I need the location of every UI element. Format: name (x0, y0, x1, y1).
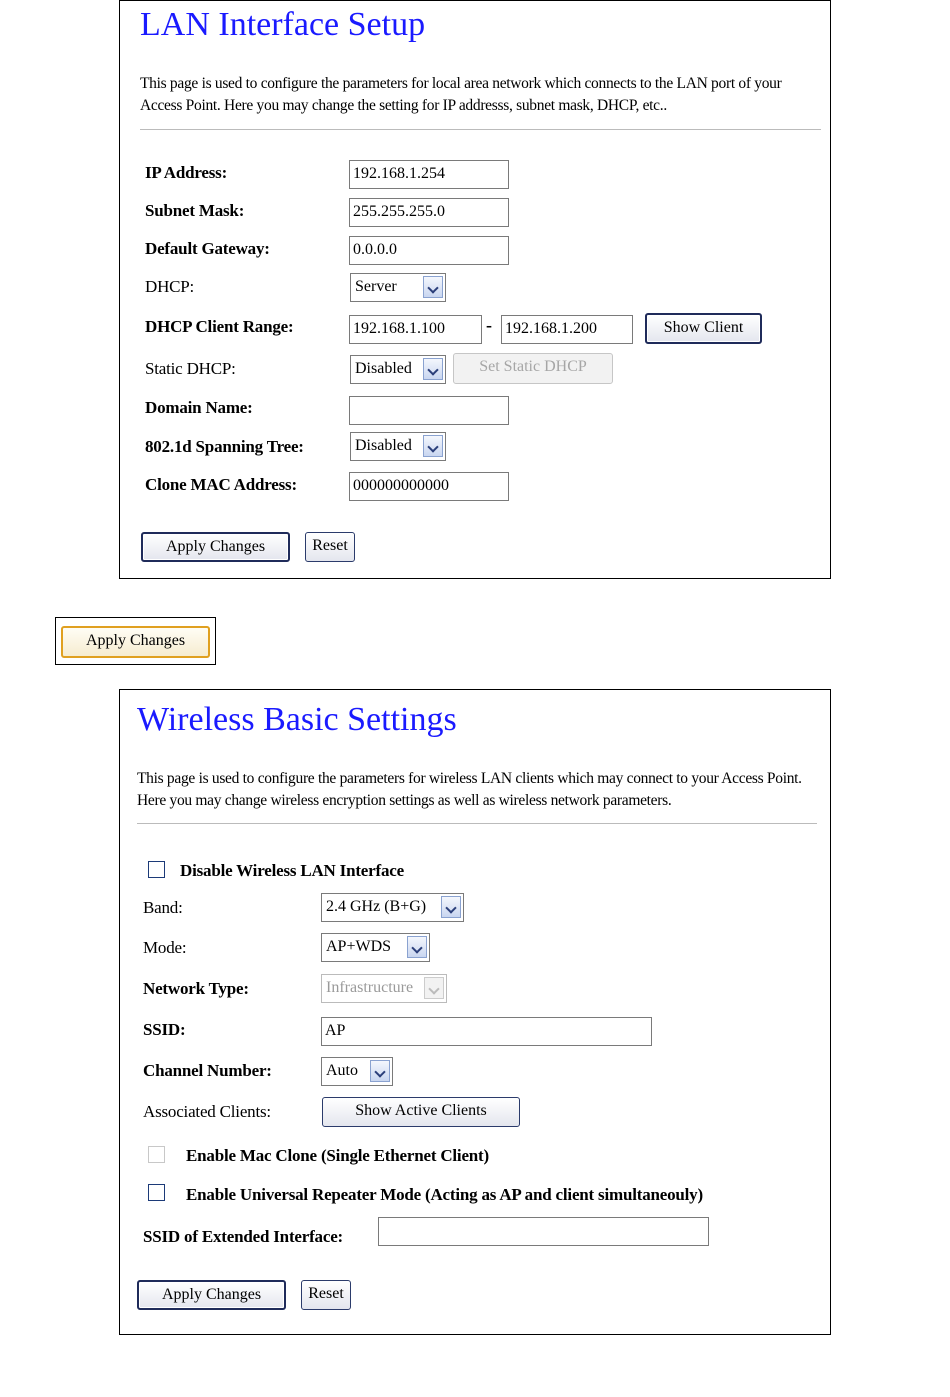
dhcp-range-end-input[interactable]: 192.168.1.200 (501, 315, 633, 344)
mode-select[interactable] (321, 933, 430, 962)
clone-mac-input[interactable]: 000000000000 (349, 472, 509, 501)
static-dhcp-label: Static DHCP: (145, 359, 236, 378)
disable-wireless-checkbox[interactable] (148, 861, 165, 878)
ssid-label: SSID: (143, 1020, 186, 1039)
lan-divider (140, 129, 821, 130)
domain-name-label: Domain Name: (145, 398, 253, 417)
static-dhcp-select[interactable] (350, 355, 446, 384)
chevron-down-icon[interactable] (423, 358, 443, 380)
chevron-down-icon[interactable] (423, 435, 443, 457)
channel-number-select-value: Auto (326, 1062, 358, 1079)
lan-page-title: LAN Interface Setup (140, 6, 426, 43)
universal-repeater-label: Enable Universal Repeater Mode (Acting as AP and client simultaneouly) (186, 1185, 703, 1204)
lan-reset-button[interactable]: Reset (305, 532, 355, 562)
extended-ssid-label: SSID of Extended Interface: (143, 1227, 344, 1246)
chevron-down-icon[interactable] (423, 276, 443, 298)
universal-repeater-checkbox[interactable] (148, 1184, 165, 1201)
channel-number-label: Channel Number: (143, 1061, 272, 1080)
network-type-select-value: Infrastructure (326, 979, 414, 996)
default-gateway-input[interactable]: 0.0.0.0 (349, 236, 509, 265)
spanning-tree-label: 802.1d Spanning Tree: (145, 437, 304, 456)
spanning-tree-select[interactable] (350, 432, 446, 461)
callout-apply-changes-button[interactable]: Apply Changes (61, 626, 210, 658)
subnet-mask-input[interactable]: 255.255.255.0 (349, 198, 509, 227)
show-client-button[interactable]: Show Client (645, 313, 762, 344)
mode-select-value: AP+WDS (326, 938, 392, 955)
chevron-down-icon[interactable] (370, 1060, 390, 1082)
dhcp-select-value: Server (355, 278, 397, 295)
domain-name-input[interactable] (349, 396, 509, 425)
network-type-select (321, 974, 447, 1003)
chevron-down-icon[interactable] (407, 936, 427, 958)
band-select[interactable] (321, 893, 464, 922)
wireless-divider (137, 823, 817, 824)
lan-apply-changes-button[interactable]: Apply Changes (141, 532, 290, 562)
dhcp-client-range-label: DHCP Client Range: (145, 317, 294, 336)
disable-wireless-label: Disable Wireless LAN Interface (180, 861, 404, 880)
ip-address-label: IP Address: (145, 163, 228, 182)
chevron-down-icon[interactable] (441, 896, 461, 918)
static-dhcp-select-value: Disabled (355, 360, 412, 377)
dhcp-range-start-input[interactable]: 192.168.1.100 (349, 315, 482, 344)
mode-label: Mode: (143, 938, 187, 957)
wireless-reset-button[interactable]: Reset (301, 1280, 351, 1310)
lan-description: This page is used to configure the parameters for local area network which connects to the LAN port of your Access Point. Here you may change the setting for IP addresss, subnet mask, DHCP, etc.. (140, 75, 782, 114)
spanning-tree-select-value: Disabled (355, 437, 412, 454)
mac-clone-label: Enable Mac Clone (Single Ethernet Client) (186, 1146, 489, 1165)
clone-mac-label: Clone MAC Address: (145, 475, 297, 494)
ip-address-input[interactable]: 192.168.1.254 (349, 160, 509, 189)
chevron-down-icon (424, 977, 444, 999)
band-select-value: 2.4 GHz (B+G) (326, 898, 427, 915)
default-gateway-label: Default Gateway: (145, 239, 270, 258)
ssid-input[interactable]: AP (321, 1017, 652, 1046)
channel-number-select[interactable] (321, 1057, 393, 1086)
associated-clients-label: Associated Clients: (143, 1102, 271, 1121)
dhcp-select[interactable] (350, 273, 446, 302)
dhcp-label: DHCP: (145, 277, 195, 296)
mac-clone-checkbox (148, 1146, 165, 1163)
wireless-description: This page is used to configure the parameters for wireless LAN clients which may connect to your Access Point. Here you may change wireless encryption settings as well as wireless network parameters. (137, 770, 802, 809)
show-active-clients-button[interactable]: Show Active Clients (322, 1097, 520, 1127)
range-separator: - (486, 315, 492, 335)
wireless-page-title: Wireless Basic Settings (137, 701, 457, 738)
band-label: Band: (143, 898, 183, 917)
set-static-dhcp-button: Set Static DHCP (453, 353, 613, 384)
network-type-label: Network Type: (143, 979, 249, 998)
subnet-mask-label: Subnet Mask: (145, 201, 245, 220)
extended-ssid-input[interactable] (378, 1217, 709, 1246)
wireless-apply-changes-button[interactable]: Apply Changes (137, 1280, 286, 1310)
